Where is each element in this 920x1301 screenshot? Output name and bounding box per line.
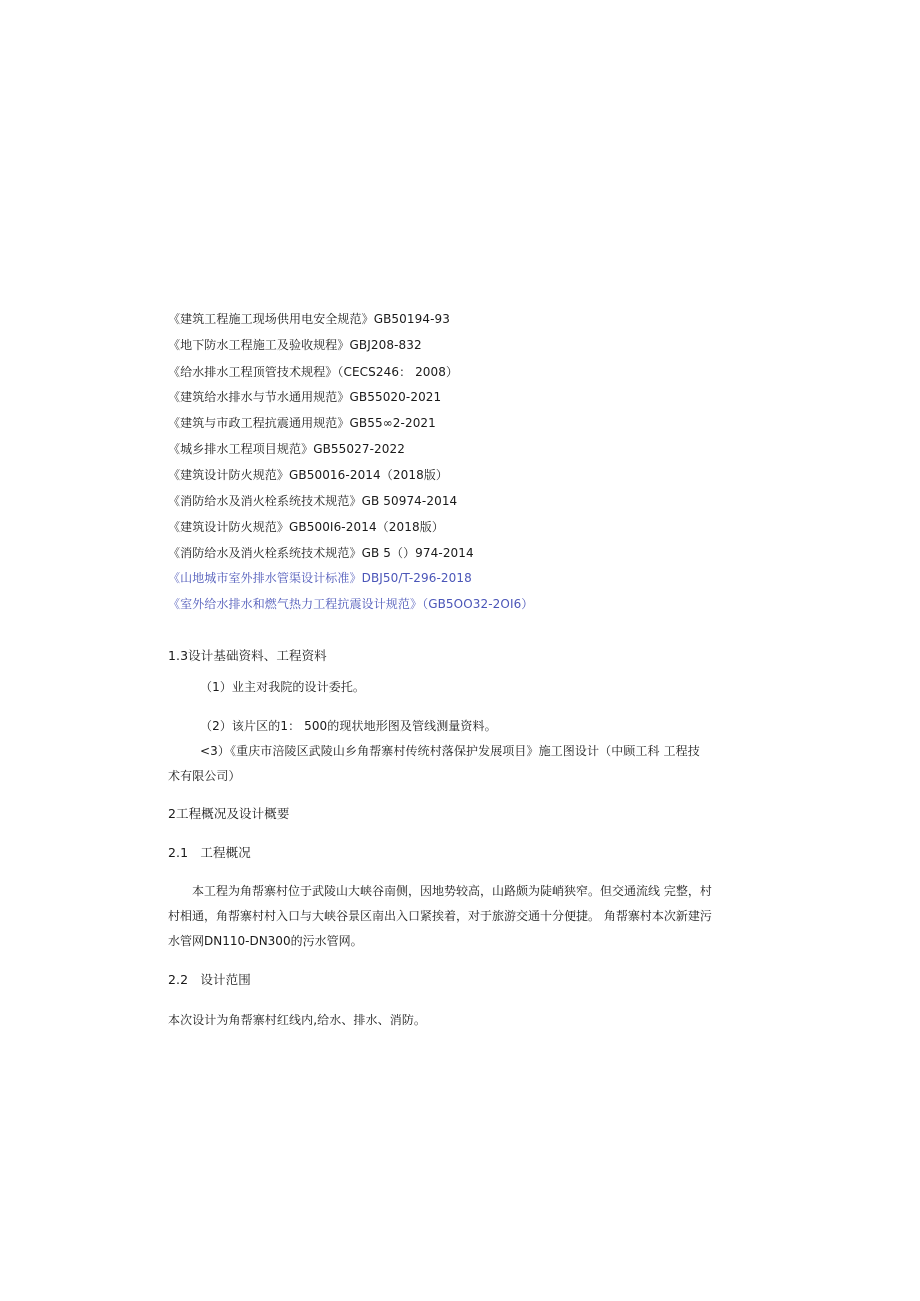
standard-item: 《建筑设计防火规范》GB500I6-2014（2018版） xyxy=(168,520,444,534)
body-paragraph: 本次设计为角帮寨村红线内,给水、排水、消防。 xyxy=(168,1013,427,1027)
standard-item: 《给水排水工程顶管技术规程》（CECS246： 2008） xyxy=(168,365,459,379)
list-item: （1）业主对我院的设计委托。 xyxy=(200,680,366,694)
standard-link[interactable]: 《室外给水排水和燃气热力工程抗震设计规范》（GB5OO32-2OI6） xyxy=(168,597,534,611)
list-item: （2）该片区的1： 500的现状地形图及管线测量资料。 xyxy=(200,719,497,733)
section-heading-1-3: 1.3设计基础资料、工程资料 xyxy=(168,648,327,663)
standard-item: 《建筑工程施工现场供用电安全规范》GB50194-93 xyxy=(168,312,451,326)
standard-item: 《消防给水及消火栓系统技术规范》GB 5（）974-2014 xyxy=(168,546,474,560)
section-heading-2-1: 2.1 工程概况 xyxy=(168,845,251,860)
section-heading-2: 2工程概况及设计概要 xyxy=(168,806,290,821)
standard-item: 《建筑与市政工程抗震通用规范》GB55∞2-2021 xyxy=(168,416,436,430)
standard-item: 《建筑给水排水与节水通用规范》GB55020-2021 xyxy=(168,390,442,404)
standard-item: 《消防给水及消火栓系统技术规范》GB 50974-2014 xyxy=(168,494,458,508)
standard-item: 《地下防水工程施工及验收规程》GBJ208-832 xyxy=(168,338,422,352)
list-item-continuation: 术有限公司） xyxy=(168,769,241,783)
standard-item: 《建筑设计防火规范》GB50016-2014（2018版） xyxy=(168,468,449,482)
list-item: <3）《重庆市涪陵区武陵山乡角帮寨村传统村落保护发展项目》施工图设计（中顾工科 工程技 xyxy=(200,744,700,758)
body-paragraph: 本工程为角帮寨村位于武陵山大峡谷南侧，因地势较高，山路颇为陡峭狭窄。但交通流线 完整，村村相通，角帮寨村村入口与大峡谷景区南出入口紧挨着，对于旅游交通十分便捷。 角帮寨村本次新建污水管网DN110-DN300的污水管网。 xyxy=(168,884,712,948)
standard-item: 《城乡排水工程项目规范》GB55027-2022 xyxy=(168,442,405,456)
section-heading-2-2: 2.2 设计范围 xyxy=(168,972,251,987)
standard-link[interactable]: 《山地城市室外排水管渠设计标准》DBJ50/T-296-2018 xyxy=(168,571,472,585)
